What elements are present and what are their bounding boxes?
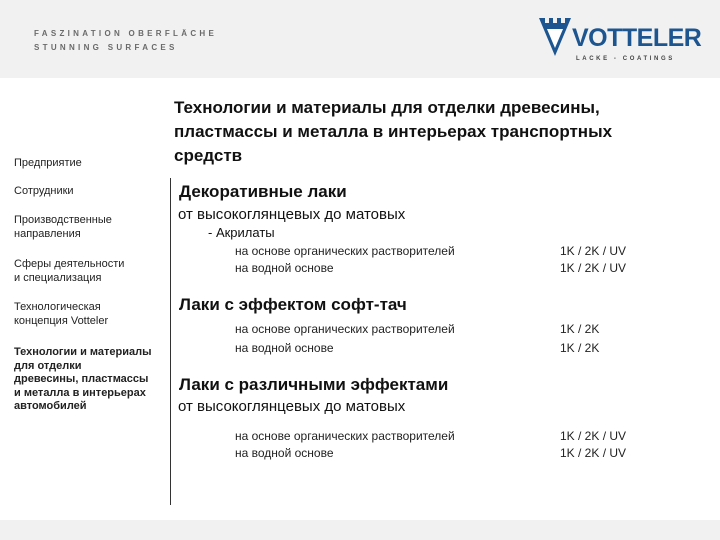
- detail-code: 1K / 2K: [560, 322, 600, 336]
- sidebar-item-production-areas[interactable]: [14, 213, 112, 241]
- sidebar-item-label: Предприятие: [14, 157, 82, 169]
- castle-v-logo-icon: [538, 18, 572, 58]
- tagline-line-2: STUNNING SURFACES: [34, 43, 178, 52]
- sidebar-item-label-line-1: Сферы деятельности: [14, 258, 125, 270]
- detail-solvent-based: на основе органических растворителей: [235, 429, 455, 443]
- sidebar-item-enterprise[interactable]: [14, 156, 82, 170]
- sidebar-item-label-line-2: направления: [14, 228, 81, 240]
- detail-water-based: на водной основе: [235, 446, 334, 460]
- sidebar-item-label-line-1: Производственные: [14, 214, 112, 226]
- votteler-logo: [538, 16, 708, 66]
- sidebar-item-staff[interactable]: [14, 184, 74, 198]
- sidebar-item-label-line-2: концепция Votteler: [14, 315, 109, 327]
- sidebar-item-label-line-4: и металла в интерьерах: [14, 386, 146, 399]
- detail-code: 1K / 2K / UV: [560, 261, 627, 275]
- header-band: [0, 0, 720, 78]
- sidebar-item-label-line-2: и специализация: [14, 272, 102, 284]
- sidebar-item-label-line-2: для отделки: [14, 359, 82, 372]
- detail-water-based: на водной основе: [235, 261, 334, 275]
- detail-solvent-based: на основе органических растворителей: [235, 244, 455, 258]
- vertical-divider: [170, 178, 171, 505]
- sidebar-item-label: Сотрудники: [14, 185, 74, 197]
- sidebar-item-interior-technologies[interactable]: [14, 346, 152, 414]
- logo-subtitle: LACKE - COATINGS: [576, 56, 675, 62]
- page-title-line-3: средств: [174, 146, 243, 165]
- detail-code: 1K / 2K: [560, 341, 600, 355]
- detail-code: 1K / 2K / UV: [560, 429, 627, 443]
- sidebar-item-label-line-1: Технологическая: [14, 301, 101, 313]
- section-subheading: от высокоглянцевых до матовых: [178, 398, 406, 415]
- detail-solvent-based: на основе органических растворителей: [235, 322, 455, 336]
- tagline-line-1: FASZINATION OBERFLÄCHE: [34, 29, 218, 38]
- sidebar-item-label-line-5: автомобилей: [14, 400, 87, 412]
- detail-code: 1K / 2K / UV: [560, 244, 627, 258]
- section-subheading: от высокоглянцевых до матовых: [178, 206, 406, 223]
- sidebar-item-technology-concept[interactable]: [14, 300, 108, 328]
- sidebar-item-label-line-3: древесины, пластмассы: [14, 373, 149, 385]
- page-title-line-2: пластмассы и металла в интерьерах транспортных: [174, 122, 613, 141]
- section-heading-soft-touch: Лаки с эффектом софт-тач: [179, 295, 407, 314]
- detail-code: 1K / 2K / UV: [560, 446, 627, 460]
- page-title-line-1: Технологии и материалы для отделки древесины,: [174, 98, 600, 117]
- sidebar-item-label-line-1: Технологии и материалы: [14, 346, 152, 358]
- section-heading-decorative-lacquers: Декоративные лаки: [179, 182, 347, 201]
- sidebar-item-fields-of-activity[interactable]: [14, 257, 124, 285]
- section-heading-effect-lacquers: Лаки с различными эффектами: [179, 375, 449, 394]
- tagline: [34, 27, 217, 55]
- detail-water-based: на водной основе: [235, 341, 334, 355]
- page-title: [174, 96, 714, 168]
- section-subitem-acrylates: - Акрилаты: [208, 225, 275, 240]
- footer-band: [0, 520, 720, 540]
- logo-brand: VOTTELER: [572, 24, 702, 52]
